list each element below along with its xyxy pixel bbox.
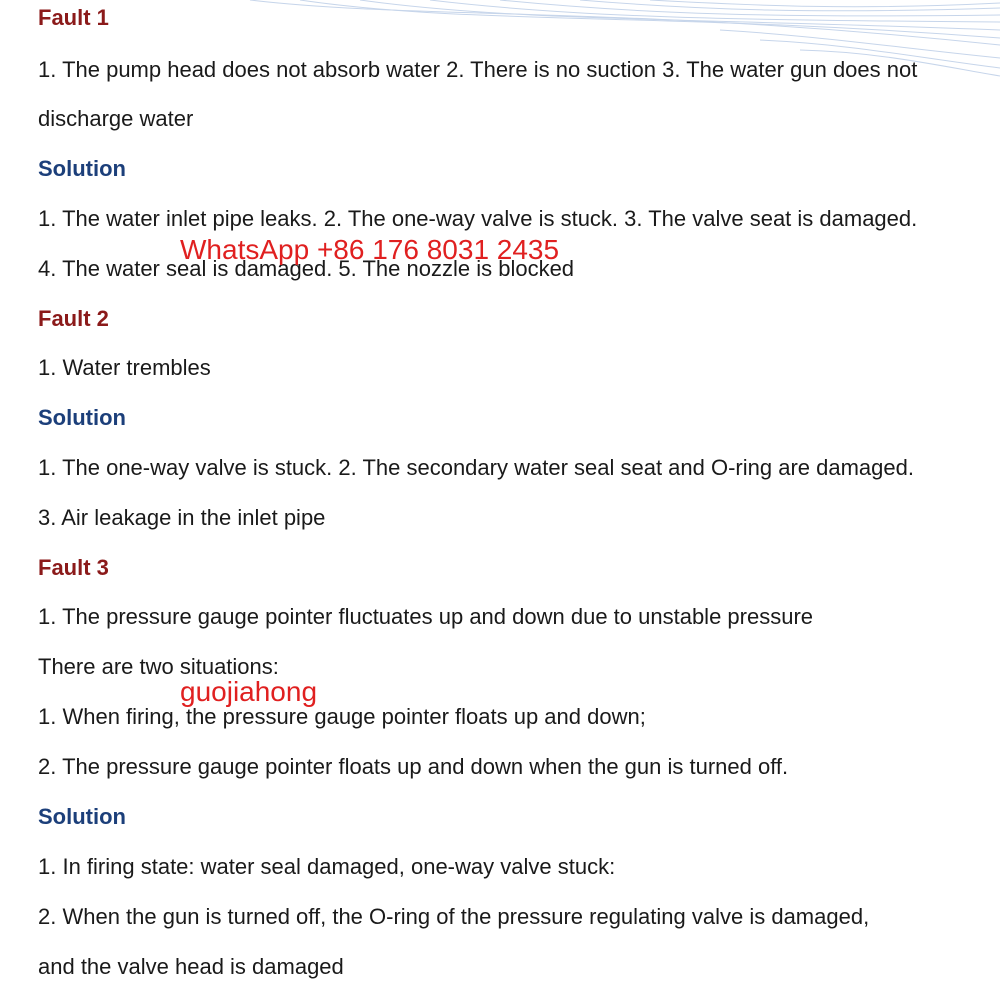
solution-2-line-1: 1. The one-way valve is stuck. 2. The secondary water seal seat and O-ring are damaged. — [38, 455, 914, 480]
fault-3-line-1: 1. The pressure gauge pointer fluctuates up and down due to unstable pressure — [38, 604, 814, 629]
fault-3-line-3: 1. When firing, the pressure gauge pointer floats up and down; — [38, 704, 646, 729]
watermark-name: guojiahong — [180, 676, 318, 707]
solution-1-line-2: 4. The water seal is damaged. 5. The nozzle is blocked — [38, 256, 575, 281]
solution-3-line-2: 2. When the gun is turned off, the O-ring of the pressure regulating valve is damaged, — [38, 904, 870, 929]
fault-1-heading: Fault 1 — [38, 5, 109, 30]
solution-2-heading: Solution — [38, 405, 126, 430]
fault-3-heading: Fault 3 — [38, 555, 109, 580]
fault-1-line-1: 1. The pump head does not absorb water 2. There is no suction 3. The water gun does not — [38, 57, 918, 82]
solution-1-line-1: 1. The water inlet pipe leaks. 2. The one-way valve is stuck. 3. The valve seat is damaged. — [38, 206, 918, 231]
solution-3-heading: Solution — [38, 804, 126, 829]
fault-2-line-1: 1. Water trembles — [38, 355, 211, 380]
fault-2-heading: Fault 2 — [38, 306, 109, 331]
solution-1-heading: Solution — [38, 156, 126, 181]
fault-1-line-2: discharge water — [38, 106, 194, 131]
solution-2-line-2: 3. Air leakage in the inlet pipe — [38, 505, 326, 530]
solution-3-line-1: 1. In firing state: water seal damaged, one-way valve stuck: — [38, 854, 616, 879]
fault-3-line-2: There are two situations: — [38, 654, 279, 679]
solution-3-line-3: and the valve head is damaged — [38, 954, 344, 979]
fault-3-line-4: 2. The pressure gauge pointer floats up and down when the gun is turned off. — [38, 754, 789, 779]
watermark-contact: WhatsApp +86 176 8031 2435 — [180, 234, 560, 265]
